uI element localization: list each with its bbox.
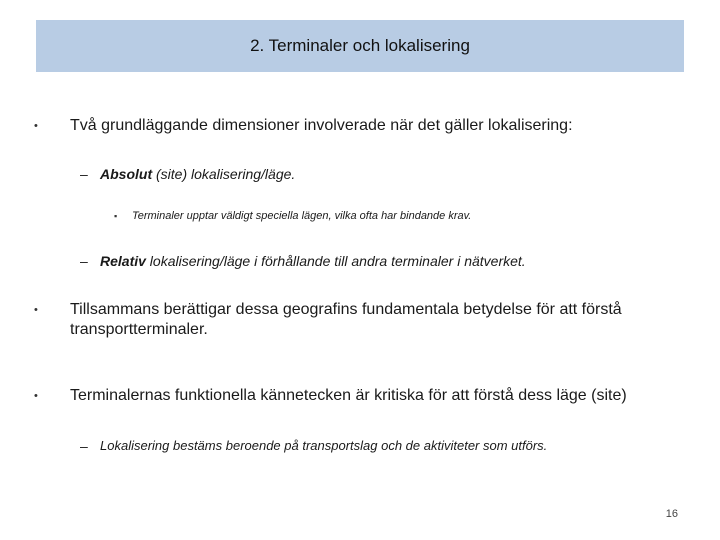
bullet-1-sub-2-text <box>100 252 526 270</box>
bullet-1-text: Två grundläggande dimensioner involverade när det gäller lokalisering: <box>70 117 573 134</box>
bullet-3-text: Terminalernas funktionella kännetecken är kritiska för att förstå dess läge (site) <box>70 387 627 404</box>
bullet-1-sub-1 <box>80 165 680 183</box>
bullet-1-sub-1-sub-1-text: Terminaler upptar väldigt speciella lägen, vilka ofta har bindande krav. <box>132 210 472 222</box>
bullet-square-icon: ▪ <box>114 211 118 221</box>
bullet-1-sub-1-rest: (site) lokalisering/läge. <box>152 166 296 182</box>
slide-title: 2. Terminaler och lokalisering <box>250 36 470 55</box>
bullet-1-sub-2-rest: lokalisering/läge i förhållande till andra terminaler i nätverket. <box>145 253 526 269</box>
bullet-1-sub-2-bold: Relativ <box>100 253 146 269</box>
bullet-dot-icon: • <box>34 390 38 402</box>
bullet-1-sub-1-bold: Absolut <box>100 166 153 182</box>
bullet-2-text: Tillsammans berättigar dessa geografins fundamentala betydelse för att förstå transportterminaler. <box>70 301 622 338</box>
title-bar <box>36 20 684 72</box>
bullet-2 <box>34 300 674 340</box>
dash-icon: – <box>80 438 88 454</box>
bullet-1 <box>34 116 674 136</box>
bullet-1-sub-2 <box>80 252 680 270</box>
dash-icon: – <box>80 166 88 182</box>
bullet-3-sub-1 <box>80 437 680 455</box>
bullet-1-sub-1-text <box>100 165 295 183</box>
bullet-dot-icon: • <box>34 120 38 132</box>
bullet-dot-icon: • <box>34 304 38 316</box>
dash-icon: – <box>80 253 88 269</box>
page-number: 16 <box>665 508 678 520</box>
bullet-3 <box>34 386 674 406</box>
bullet-3-sub-1-text: Lokalisering bestäms beroende på transportslag och de aktiviteter som utförs. <box>100 438 548 453</box>
bullet-1-sub-1-sub-1 <box>114 209 674 223</box>
